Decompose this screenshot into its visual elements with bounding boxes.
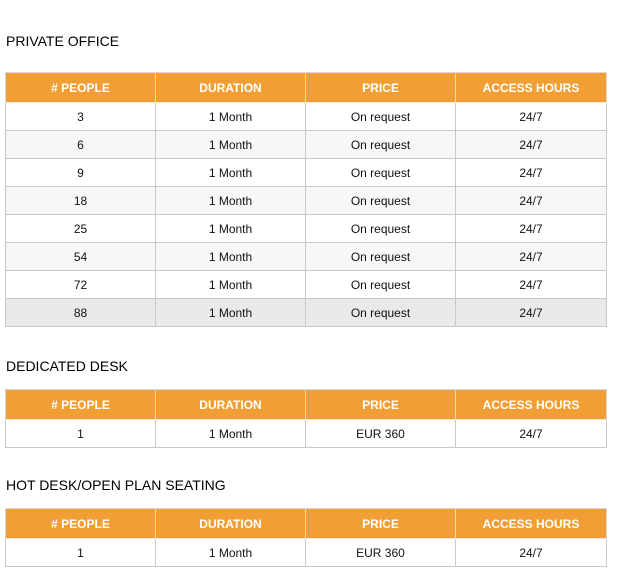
cell-price: On request xyxy=(306,159,456,187)
cell-price: On request xyxy=(306,243,456,271)
dedicated-desk-table xyxy=(5,389,607,448)
section-title-private-office: PRIVATE OFFICE xyxy=(6,33,120,49)
table-row xyxy=(6,131,607,159)
cell-access-hours: 24/7 xyxy=(456,299,607,327)
cell-access-hours: 24/7 xyxy=(456,131,607,159)
cell-access-hours: 24/7 xyxy=(456,103,607,131)
cell-duration: 1 Month xyxy=(156,420,306,448)
cell-people: 25 xyxy=(6,215,156,243)
cell-access-hours: 24/7 xyxy=(456,215,607,243)
column-header-price: PRICE xyxy=(306,73,456,103)
cell-price: On request xyxy=(306,299,456,327)
cell-price: On request xyxy=(306,215,456,243)
column-header-price: PRICE xyxy=(306,509,456,539)
cell-people: 18 xyxy=(6,187,156,215)
cell-price: EUR 360 xyxy=(306,539,456,567)
table-row xyxy=(6,299,607,327)
cell-people: 9 xyxy=(6,159,156,187)
cell-duration: 1 Month xyxy=(156,299,306,327)
table-row xyxy=(6,159,607,187)
cell-price: On request xyxy=(306,103,456,131)
table-row xyxy=(6,539,607,567)
hot-desk-table xyxy=(5,508,607,567)
cell-price: EUR 360 xyxy=(306,420,456,448)
cell-access-hours: 24/7 xyxy=(456,187,607,215)
cell-people: 54 xyxy=(6,243,156,271)
cell-duration: 1 Month xyxy=(156,539,306,567)
column-header-access-hours: ACCESS HOURS xyxy=(456,73,607,103)
cell-access-hours: 24/7 xyxy=(456,420,607,448)
column-header-duration: DURATION xyxy=(156,509,306,539)
cell-people: 1 xyxy=(6,420,156,448)
cell-people: 6 xyxy=(6,131,156,159)
column-header-duration: DURATION xyxy=(156,390,306,420)
table-row xyxy=(6,271,607,299)
cell-duration: 1 Month xyxy=(156,215,306,243)
cell-access-hours: 24/7 xyxy=(456,271,607,299)
column-header-duration: DURATION xyxy=(156,73,306,103)
table-header-row xyxy=(6,509,607,539)
cell-access-hours: 24/7 xyxy=(456,243,607,271)
cell-people: 72 xyxy=(6,271,156,299)
cell-price: On request xyxy=(306,187,456,215)
column-header-people: # PEOPLE xyxy=(6,390,156,420)
table-header-row xyxy=(6,73,607,103)
column-header-access-hours: ACCESS HOURS xyxy=(456,390,607,420)
table-row xyxy=(6,215,607,243)
cell-price: On request xyxy=(306,271,456,299)
column-header-price: PRICE xyxy=(306,390,456,420)
table-row xyxy=(6,243,607,271)
private-office-table xyxy=(5,72,607,327)
table-row xyxy=(6,187,607,215)
section-title-hot-desk: HOT DESK/OPEN PLAN SEATING xyxy=(6,477,226,493)
cell-duration: 1 Month xyxy=(156,159,306,187)
cell-access-hours: 24/7 xyxy=(456,159,607,187)
cell-people: 88 xyxy=(6,299,156,327)
section-title-dedicated-desk: DEDICATED DESK xyxy=(6,358,128,374)
cell-duration: 1 Month xyxy=(156,103,306,131)
column-header-people: # PEOPLE xyxy=(6,73,156,103)
cell-people: 1 xyxy=(6,539,156,567)
cell-duration: 1 Month xyxy=(156,131,306,159)
table-row xyxy=(6,103,607,131)
cell-duration: 1 Month xyxy=(156,187,306,215)
column-header-people: # PEOPLE xyxy=(6,509,156,539)
table-header-row xyxy=(6,390,607,420)
cell-duration: 1 Month xyxy=(156,243,306,271)
cell-people: 3 xyxy=(6,103,156,131)
column-header-access-hours: ACCESS HOURS xyxy=(456,509,607,539)
cell-duration: 1 Month xyxy=(156,271,306,299)
cell-access-hours: 24/7 xyxy=(456,539,607,567)
cell-price: On request xyxy=(306,131,456,159)
table-row xyxy=(6,420,607,448)
